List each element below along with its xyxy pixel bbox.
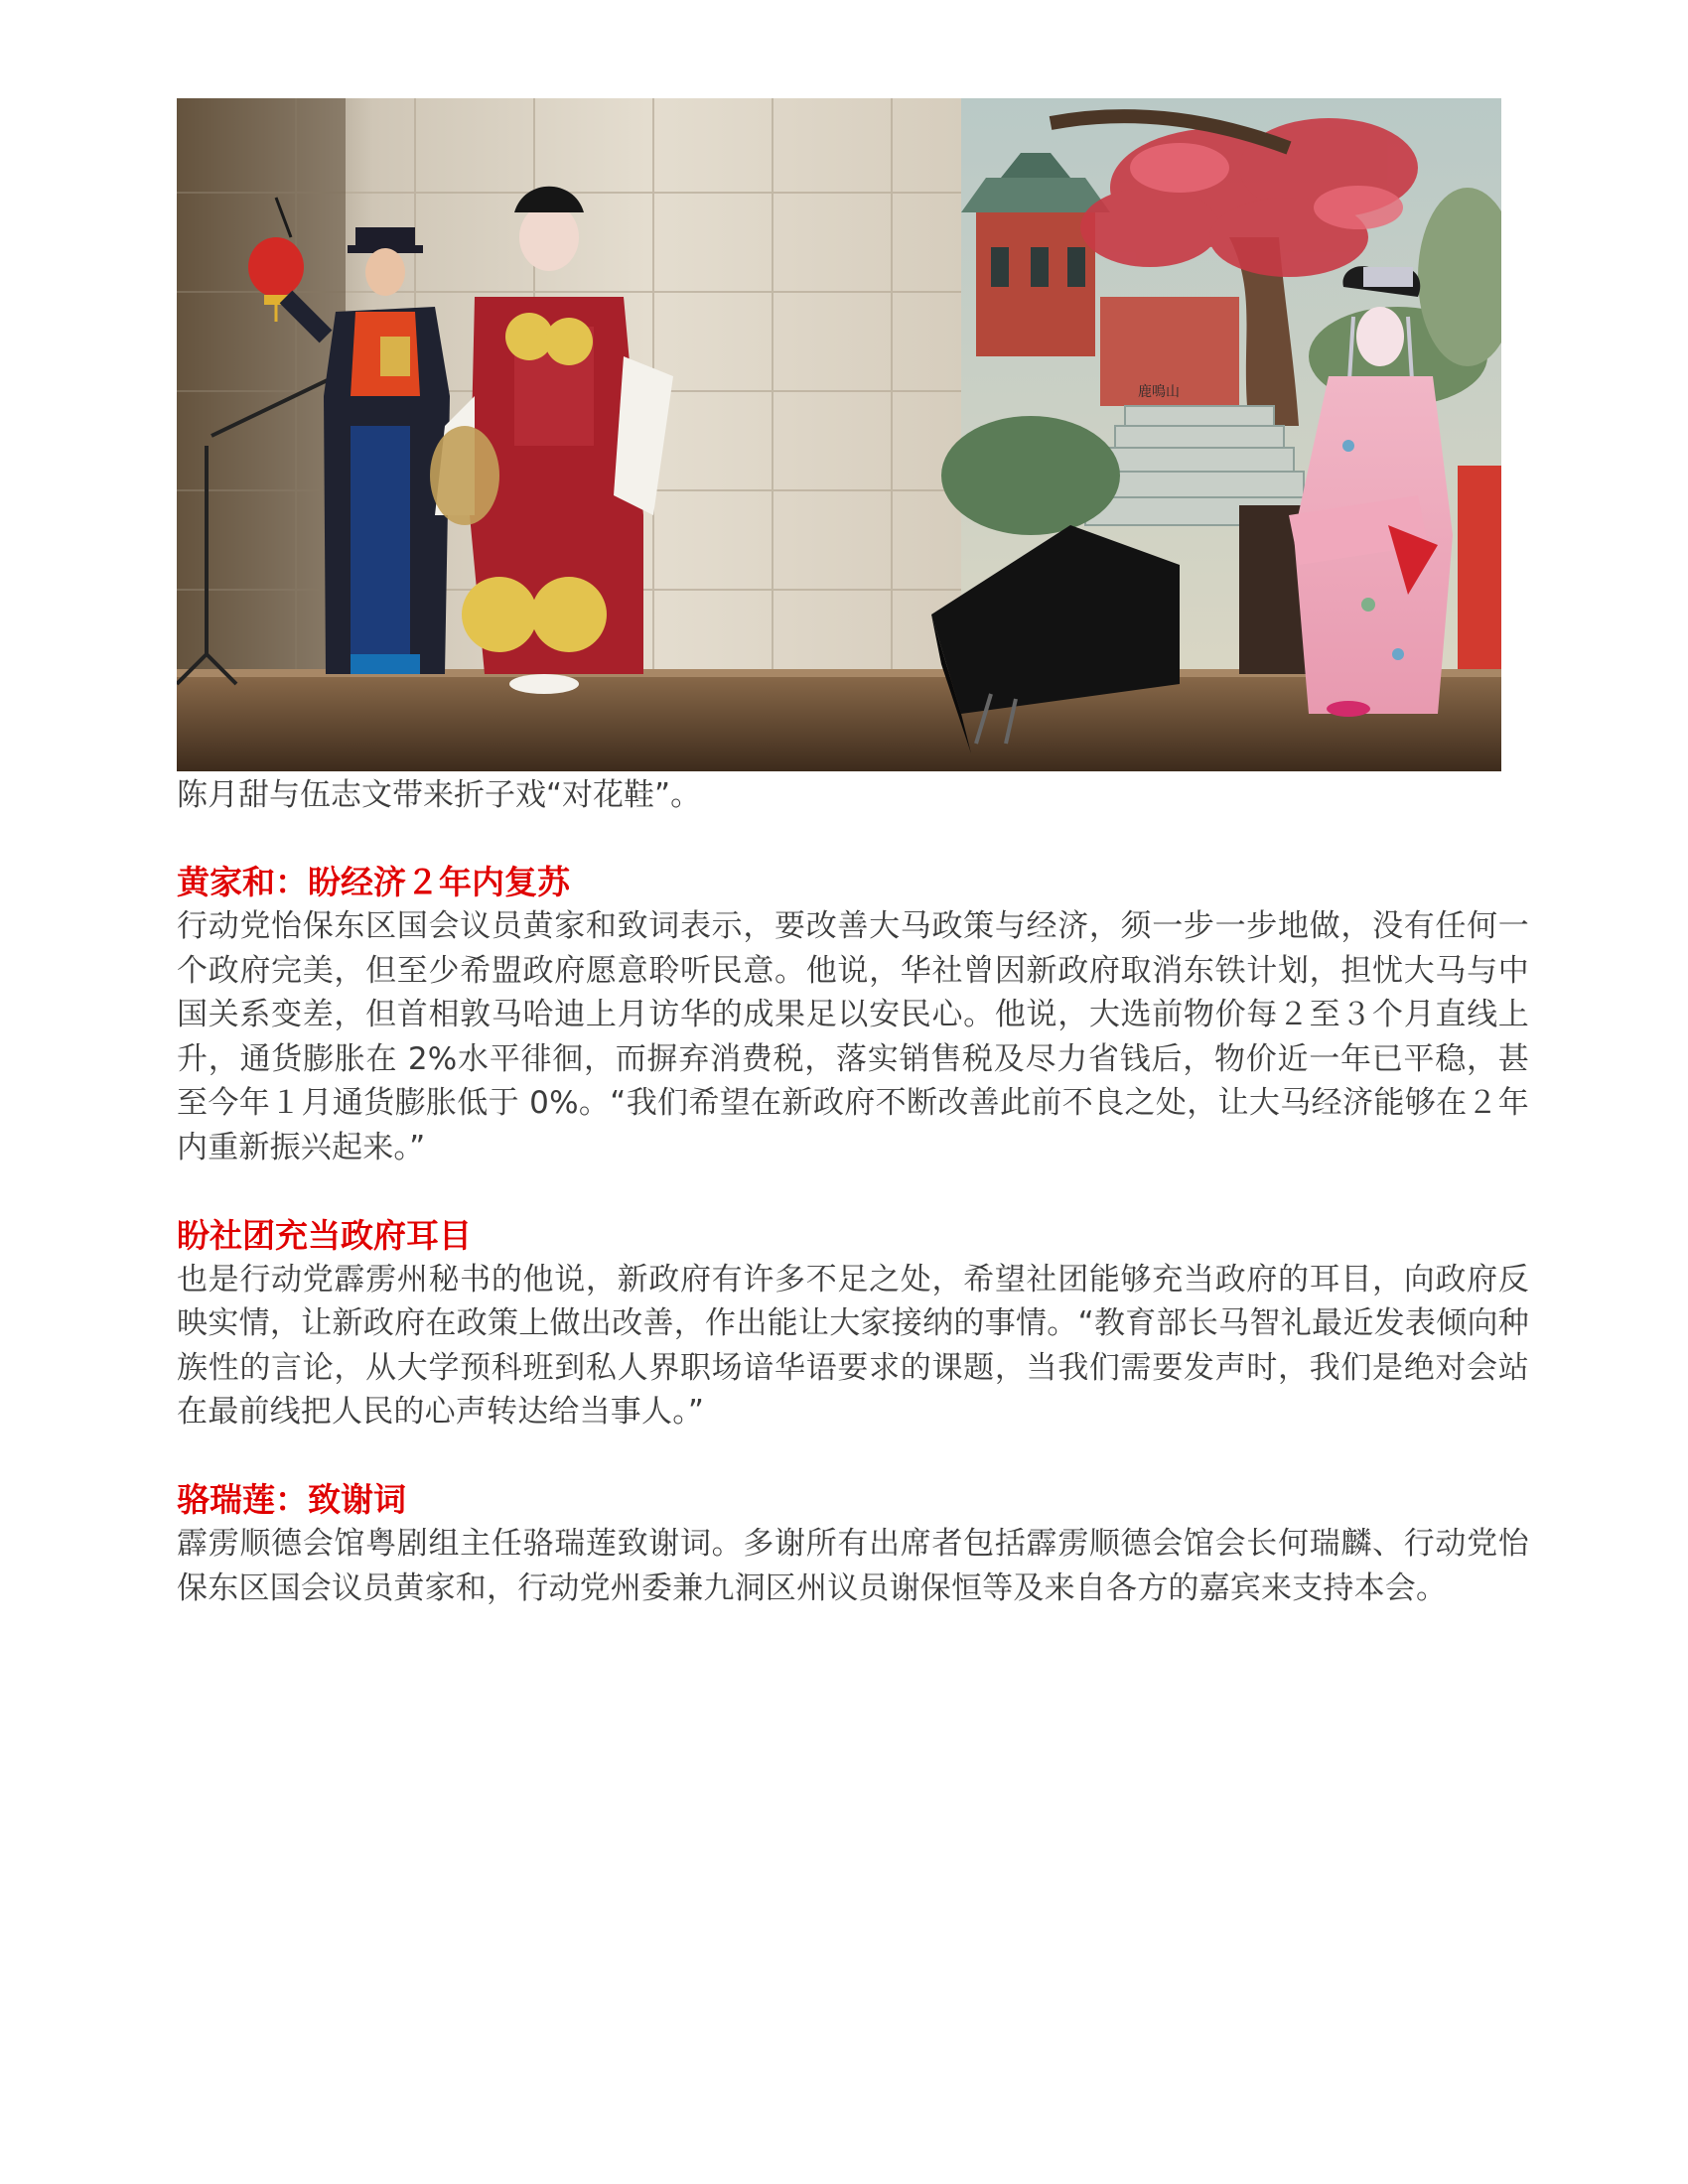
photo-caption: 陈月甜与伍志文带来折子戏“对花鞋”。 [177,777,702,813]
section-associations [177,1214,1529,1434]
section-economy [177,861,1529,1170]
section-thanks [177,1478,1529,1610]
section-body-associations: 也是行动党霹雳州秘书的他说，新政府有许多不足之处，希望社团能够充当政府的耳目，向政府反映实情，让新政府在政策上做出改善，作出能让大家接纳的事情。“教育部长马智礼最近发表倾向种族性的言论，从大学预科班到私人界职场谙华语要求的课题，当我们需要发声时，我们是绝对会站在最前线把人民的心声转达给当事人。” [177,1261,1529,1431]
section-heading-thanks: 骆瑞莲：致谢词 [177,1480,406,1518]
section-body-thanks: 霹雳顺德会馆粤剧组主任骆瑞莲致谢词。多谢所有出席者包括霹雳顺德会馆会长何瑞麟、行动党怡保东区国会议员黄家和，行动党州委兼九洞区州议员谢保恒等及来自各方的嘉宾来支持本会。 [177,1525,1529,1606]
article-page [177,98,1529,1610]
backdrop-sign: 鹿鳴山 [1138,384,1180,400]
opera-stage-illustration [177,98,1501,771]
section-body-economy: 行动党怡保东区国会议员黄家和致词表示，要改善大马政策与经济，须一步一步地做，没有任何一个政府完美，但至少希盟政府愿意聆听民意。他说，华社曾因新政府取消东铁计划，担忧大马与中国关系变差，但首相敦马哈迪上月访华的成果足以安民心。他说，大选前物价每２至３个月直线上升，通货膨胀在 2%水平徘徊，而摒弃消费税，落实销售税及尽力省钱后，物价近一年已平稳，甚至今年１月通货膨胀低于 0%。“我们希望在新政府不断改善此前不良之处，让大马经济能够在２年内重新振兴起来。” [177,908,1529,1165]
section-heading-associations: 盼社团充当政府耳目 [177,1216,472,1254]
opera-stage-photo [177,98,1501,771]
section-heading-economy: 黄家和：盼经济２年内复苏 [177,864,570,900]
